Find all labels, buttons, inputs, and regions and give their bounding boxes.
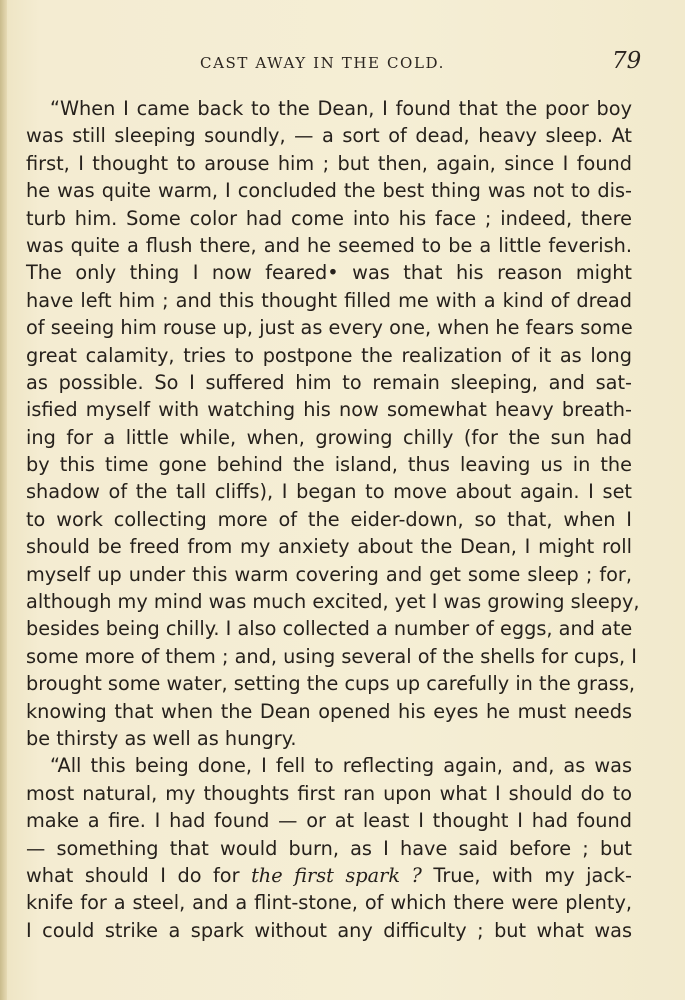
- text-line: by this time gone behind the island, thus leaving us in the: [26, 453, 632, 477]
- text-line: “When I came back to the Dean, I found that the poor boy: [50, 97, 632, 120]
- text-line: most natural, my thoughts first ran upon what I should do to: [26, 781, 632, 805]
- text-line: knife for a steel, and a flint-stone, of which there were plenty,: [26, 891, 632, 915]
- text-line: [26, 862, 632, 889]
- running-head: CAST AWAY IN THE COLD.: [200, 54, 445, 72]
- text-line: should be freed from my anxiety about the Dean, I might roll: [26, 535, 632, 559]
- text-line: brought some water, setting the cups up carefully in the grass,: [26, 672, 636, 696]
- text-segment: True, with my jack-: [421, 863, 633, 887]
- text-line: — something that would burn, as I have said before ; but: [26, 836, 632, 860]
- text-line: have left him ; and this thought filled me with a kind of dread: [26, 288, 632, 312]
- text-line: The only thing I now feared• was that his reason might: [26, 261, 632, 285]
- text-line: he was quite warm, I concluded the best thing was not to dis-: [26, 179, 632, 203]
- text-line: first, I thought to arouse him ; but then, again, since I found: [26, 151, 632, 175]
- text-line: make a fire. I had found — or at least I thought I had found: [26, 809, 632, 833]
- italic-phrase: the first spark ?: [251, 863, 422, 887]
- text-segment: what should I do for: [26, 863, 252, 887]
- text-line: was quite a flush there, and he seemed to be a little feverish.: [26, 233, 632, 257]
- text-line: “All this being done, I fell to reflecting again, and, as was: [50, 754, 632, 778]
- text-line: myself up under this warm covering and get some sleep ; for,: [26, 562, 632, 586]
- text-line: great calamity, tries to postpone the realization of it as long: [26, 343, 632, 367]
- text-line: some more of them ; and, using several of the shells for cups, I: [26, 644, 637, 668]
- text-line: shadow of the tall cliffs), I began to move about again. I set: [26, 480, 632, 504]
- page-header: [0, 48, 685, 80]
- text-line: to work collecting more of the eider-down, so that, when I: [26, 507, 632, 531]
- page-number: 79: [612, 48, 642, 74]
- text-line: although my mind was much excited, yet I was growing sleepy,: [26, 590, 640, 614]
- text-line: of seeing him rouse up, just as every one, when he fears some: [26, 316, 633, 340]
- text-line: I could strike a spark without any difficulty ; but what was: [26, 918, 632, 942]
- text-line: be thirsty as well as hungry.: [26, 726, 297, 750]
- page-gutter: [0, 0, 7, 1000]
- text-line: was still sleeping soundly, — a sort of dead, heavy sleep. At: [26, 124, 632, 148]
- text-line: ing for a little while, when, growing chilly (for the sun had: [26, 425, 632, 449]
- body-text: [26, 95, 640, 944]
- text-line: besides being chilly. I also collected a number of eggs, and ate: [26, 617, 633, 641]
- text-line: knowing that when the Dean opened his eyes he must needs: [26, 699, 632, 723]
- text-line: isfied myself with watching his now somewhat heavy breath-: [26, 398, 632, 422]
- text-line: as possible. So I suffered him to remain sleeping, and sat-: [26, 370, 632, 394]
- text-line: turb him. Some color had come into his face ; indeed, there: [26, 206, 632, 230]
